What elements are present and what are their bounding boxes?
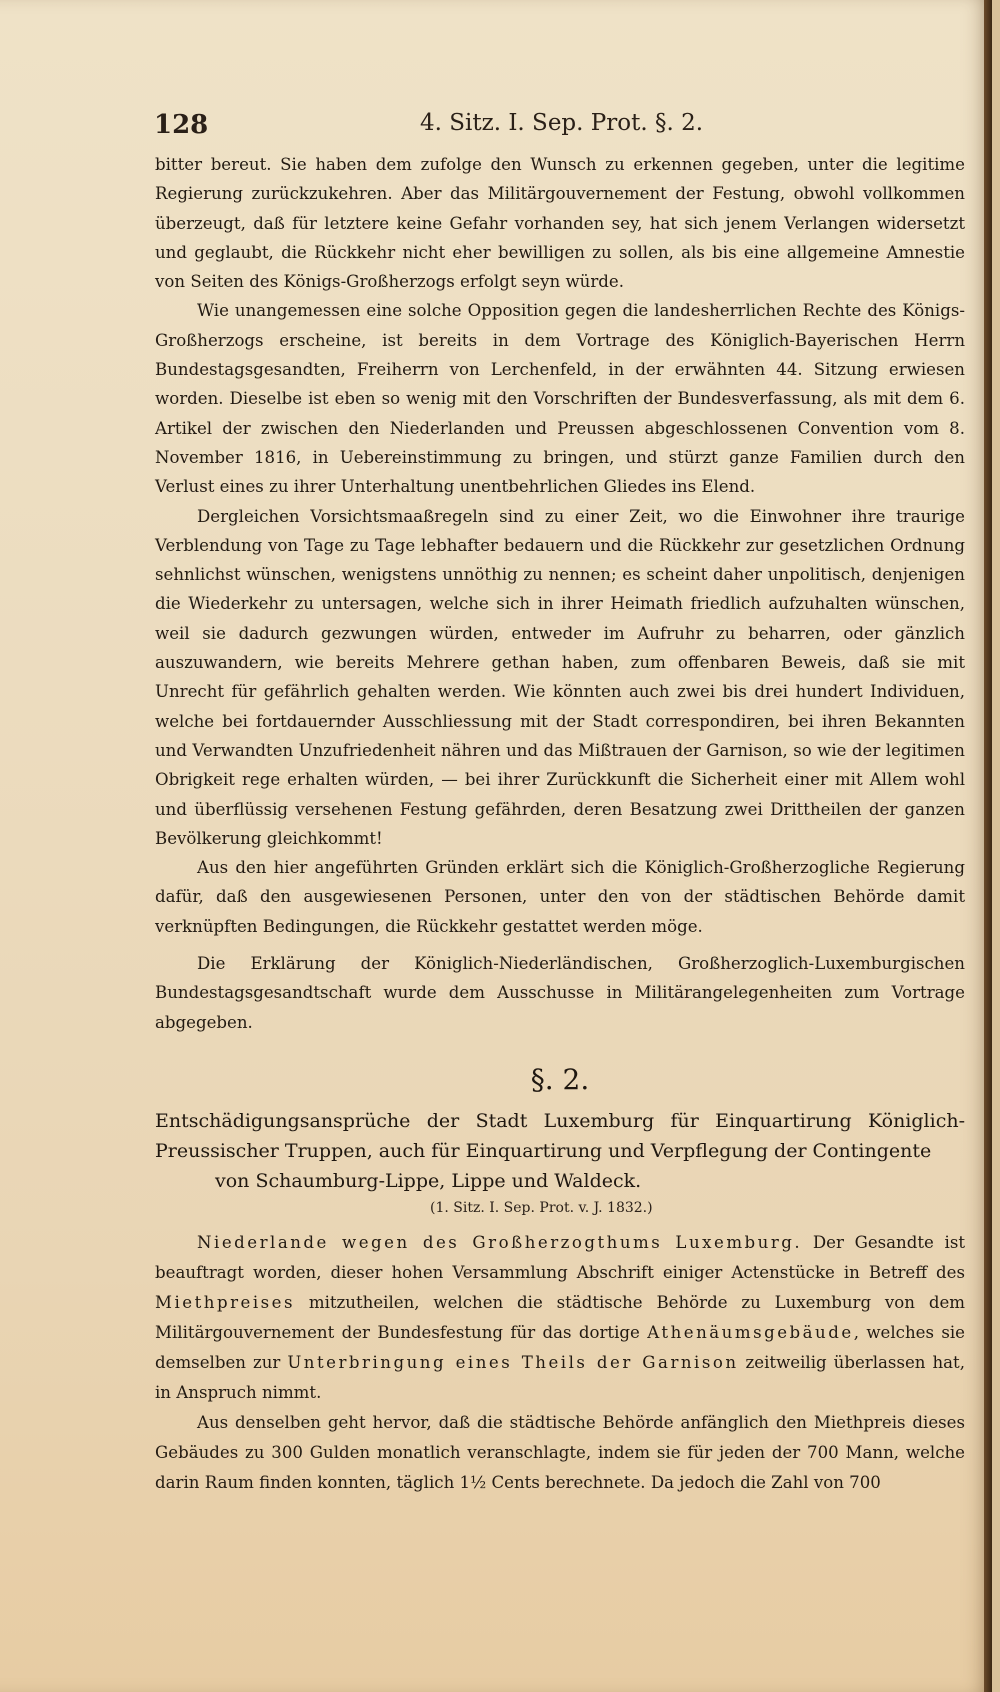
- section-paragraph-2: Aus denselben geht hervor, daß die städtische Behörde anfänglich den Miethpreis dieses Gebäudes zu 300 Gulden monatlich veranschlagte, indem sie für jeden der 700 Mann, welche darin Raum finden konnten, täglich 1½ Cents berechnete. Da jedoch die Zahl von 700: [155, 1413, 965, 1492]
- page-header: [140, 110, 970, 150]
- body-text: [155, 150, 965, 1037]
- paragraph-1: bitter bereut. Sie haben dem zufolge den Wunsch zu erkennen gegeben, unter die legitime Regierung zurückzukehren. Aber das Militärgouvernement der Festung, obwohl vollkommen überzeugt, daß für letztere keine Gefahr vorhanden sey, hat sich jenem Verlangen widersetzt und geglaubt, die Rückkehr nicht eher bewilligen zu sollen, als bis eine allgemeine Amnestie von Seiten des Königs-Großherzogs erfolgt seyn würde.: [155, 155, 965, 292]
- section-text-d: zeitweilig überlassen hat, in Anspruch nimmt.: [155, 1353, 965, 1402]
- running-head: 4. Sitz. I. Sep. Prot. §. 2.: [420, 110, 704, 136]
- section-spaced-c: Unterbringung eines Theils der Garnison: [287, 1353, 739, 1372]
- page-number: 128: [154, 110, 209, 140]
- paragraph-2: Wie unangemessen eine solche Opposition gegen die landesherrlichen Rechte des Königs-Großherzogs erscheine, ist bereits in dem Vortrage des Königlich-Bayerischen Herrn Bundestagsgesandten, Freiherrn von Lerchenfeld, in der erwähnten 44. Sitzung erwiesen worden. Dieselbe ist eben so wenig mit den Vorschriften der Bundesverfassung, als mit dem 6. Artikel der zwischen den Niederlanden und Preussen abgeschlossenen Convention vom 8. November 1816, in Uebereinstimmung zu bringen, und stürzt ganze Familien durch den Verlust eines zu ihrer Unterhaltung unentbehrlichen Gliedes ins Elend.: [155, 301, 965, 497]
- section-title-line-2: von Schaumburg-Lippe, Lippe und Waldeck.: [215, 1170, 642, 1192]
- section-mark: §. 2.: [530, 1063, 590, 1096]
- paragraph-5: Die Erklärung der Königlich-Niederländischen, Großherzoglich-Luxemburgischen Bundestagsgesandtschaft wurde dem Ausschusse in Militärangelegenheiten zum Vortrage abgegeben.: [155, 954, 965, 1032]
- section-title-line-1: Entschädigungsansprüche der Stadt Luxemburg für Einquartirung Königlich-Preussischer Truppen, auch für Einquartirung und Verpflegung der Contingente: [155, 1110, 965, 1162]
- paragraph-4: Aus den hier angeführten Gründen erklärt sich die Königlich-Großherzogliche Regierung dafür, daß den ausgewiesenen Personen, unter den von der städtischen Behörde damit verknüpften Bedingungen, die Rückkehr gestattet werden möge.: [155, 858, 965, 936]
- paragraph-3: Dergleichen Vorsichtsmaaßregeln sind zu einer Zeit, wo die Einwohner ihre traurige Verblendung von Tage zu Tage lebhafter bedauern und die Rückkehr zur gesetzlichen Ordnung sehnlichst wünschen, wenigstens unnöthig zu nennen; es scheint daher unpolitisch, denjenigen die Wiederkehr zu untersagen, welche sich in ihrer Heimath friedlich aufzuhalten wünschen, weil sie dadurch gezwungen würden, entweder im Aufruhr zu beharren, oder gänzlich auszuwandern, wie bereits Mehrere gethan haben, zum offenbaren Beweis, daß sie mit Unrecht für gefährlich gehalten werden. Wie könnten auch zwei bis drei hundert Individuen, welche bei fortdauernder Ausschliessung mit der Stadt correspondiren, bei ihren Bekannten und Verwandten Unzufriedenheit nähren und das Mißtrauen der Garnison, so wie der legitimen Obrigkeit rege erhalten würden, — bei ihrer Zurückkunft die Sicherheit einer mit Allem wohl und überflüssig versehenen Festung gefährden, deren Besatzung zwei Drittheilen der ganzen Bevölkerung gleichkommt!: [155, 506, 965, 848]
- book-binding-edge: [984, 0, 992, 1692]
- section-paragraph-1: [155, 1228, 965, 1408]
- section-lead: Niederlande wegen des Großherzogthums Luxemburg.: [197, 1233, 803, 1252]
- section-text-c: , welches sie demselben zur: [155, 1323, 965, 1372]
- section-title: [155, 1106, 965, 1196]
- section-citation: (1. Sitz. I. Sep. Prot. v. J. 1832.): [430, 1200, 653, 1216]
- section-spaced-a: Miethpreises: [155, 1293, 296, 1312]
- section-body: [155, 1228, 965, 1498]
- section-text-b: mitzutheilen, welchen die städtische Behörde zu Luxemburg von dem Militärgouvernement der Bundesfestung für das dortige: [155, 1293, 965, 1342]
- section-spaced-b: Athenäumsgebäude: [647, 1323, 854, 1342]
- section-text-a: Der Gesandte ist beauftragt worden, dieser hohen Versammlung Abschrift einiger Actenstücke in Betreff des: [155, 1233, 966, 1282]
